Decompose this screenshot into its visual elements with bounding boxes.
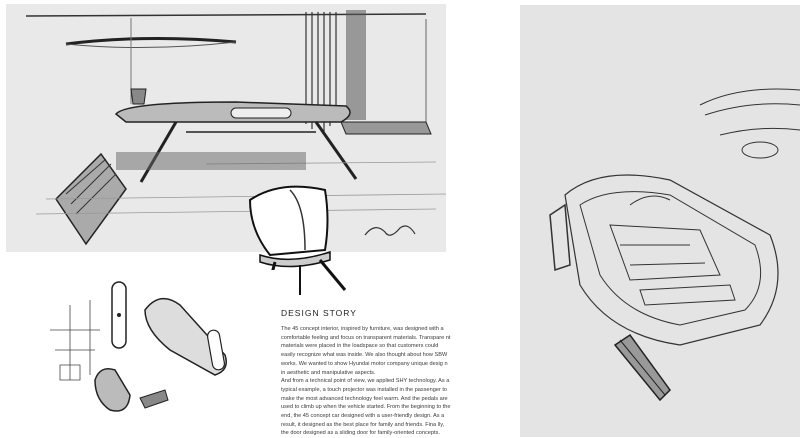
designer-signature [360, 220, 420, 245]
car-interior-drawing [520, 5, 800, 437]
design-story-section [281, 308, 453, 438]
design-story-paragraph-1: The 45 concept interior, inspired by furniture, was designed with a comfortable feeling and focus on transparent materials. Transpare nt materials were placed in the loadspace so that customers could easily recognize what was inside. We also thought about how SBW works. We wanted to show Hyundai motor company unique desig n in aesthetic and manipulative aspects. [281, 326, 451, 376]
component-sketches-drawing [40, 270, 280, 430]
design-story-paragraph-2: And from a technical point of view, we applied SHY technology. As a typical example, a touch projector was installed in the passenger to make the most advanced technology feel warm. And the pedals are used to climb up when the vehicle started. From the beginning to the end, the 45 concept car designed with a user-friendly design. As a result, it designed as the best place for family and friends. Fina lly, the door designed as a sliding door for family-oriented concepts. [281, 378, 451, 437]
car-interior-sketch [520, 5, 800, 437]
interior-sketch-lounge [6, 4, 446, 252]
component-sketches [40, 270, 280, 430]
design-story-title: DESIGN STORY [281, 308, 357, 318]
lounge-sketch-drawing [6, 4, 446, 252]
